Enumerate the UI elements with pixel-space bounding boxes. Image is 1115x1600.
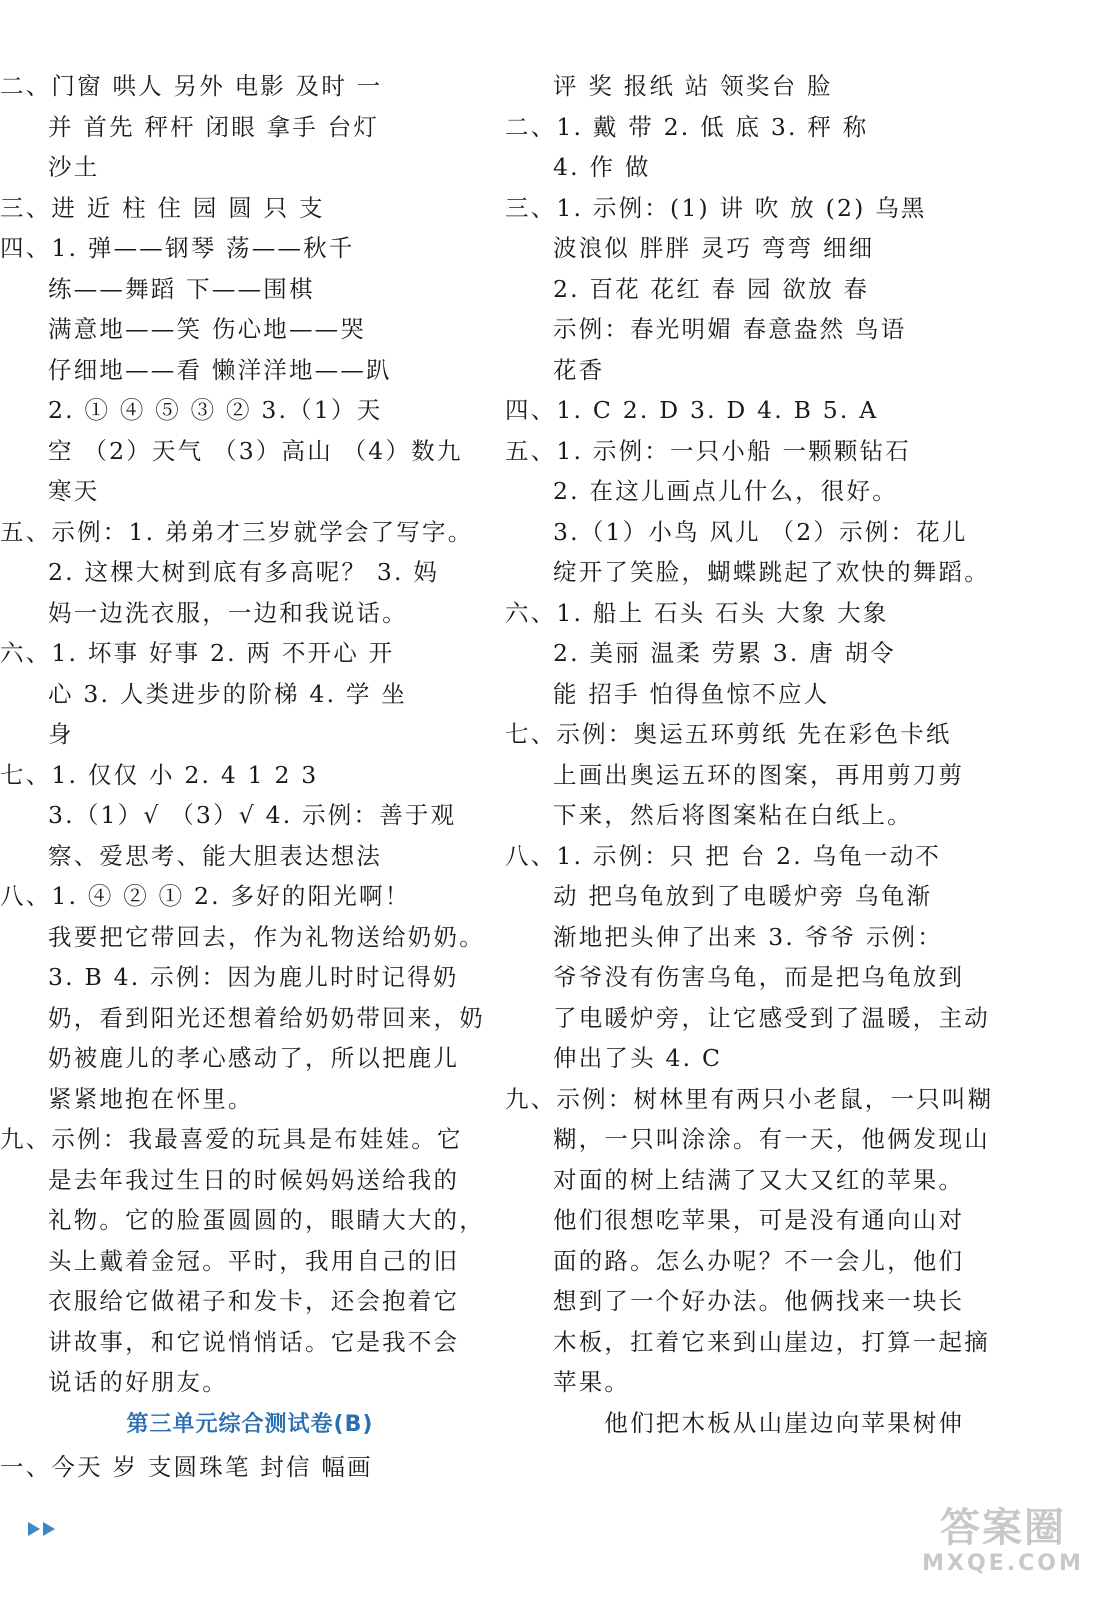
answer-line: 2. 这棵大树到底有多高呢？ 3. 妈	[48, 558, 440, 586]
answer-line: 头上戴着金冠。平时，我用自己的旧	[48, 1246, 460, 1275]
answer-line: 四、1. C 2. D 3. D 4. B 5. A	[505, 396, 879, 424]
answer-line: 八、1. ④ ② ① 2. 多好的阳光啊！	[0, 882, 411, 910]
answer-line: 他们很想吃苹果，可是没有通向山对	[553, 1206, 965, 1234]
answer-line: 并 首先 秤杆 闭眼 拿手 台灯	[48, 112, 380, 141]
answer-line: 三、1. 示例：(1) 讲 吹 放 (2) 乌黑	[505, 193, 927, 222]
answer-line: 评 奖 报纸 站 领奖台 脸	[553, 72, 833, 100]
section-heading: 第三单元综合测试卷(B)	[126, 1411, 374, 1437]
answer-line: 3.（1）√ （3）√ 4. 示例：善于观	[48, 801, 457, 829]
answer-line: 3.（1）小鸟 风儿 （2）示例：花儿	[553, 517, 968, 546]
answer-line: 动 把乌龟放到了电暖炉旁 乌龟渐	[553, 882, 933, 910]
answer-line: 九、示例：树林里有两只小老鼠，一只叫糊	[505, 1084, 994, 1113]
answer-line: 六、1. 船上 石头 石头 大象 大象	[505, 598, 889, 627]
arrow-icon	[43, 1522, 55, 1536]
right-answer-column	[505, 66, 1005, 1443]
answer-line: 三、进 近 柱 住 园 圆 只 支	[0, 193, 325, 222]
answer-line: 二、门窗 哄人 另外 电影 及时 一	[0, 72, 383, 100]
answer-line: 讲故事，和它说悄悄话。它是我不会	[48, 1327, 460, 1356]
answer-line: 2. 百花 花红 春 园 欲放 春	[553, 274, 870, 303]
answer-line: 2. 在这儿画点儿什么，很好。	[553, 477, 898, 505]
answer-line: 2. ① ④ ⑤ ③ ② 3.（1）天	[48, 396, 383, 424]
answer-line: 能 招手 怕得鱼惊不应人	[553, 679, 830, 708]
answer-line: 他们把木板从山崖边向苹果树伸	[553, 1408, 965, 1437]
answer-line: 面的路。怎么办呢？不一会儿，他们	[553, 1246, 965, 1275]
answer-line: 爷爷没有伤害乌龟，而是把乌龟放到	[553, 963, 965, 991]
answer-line: 六、1. 坏事 好事 2. 两 不开心 开	[0, 639, 395, 667]
answer-line: 了电暖炉旁，让它感受到了温暖，主动	[553, 1003, 990, 1032]
answer-line: 仔细地——看 懒洋洋地——趴	[48, 355, 392, 384]
answer-line: 二、1. 戴 带 2. 低 底 3. 秤 称	[505, 112, 869, 141]
page-arrow-marker	[28, 1522, 55, 1544]
answer-line: 满意地——笑 伤心地——哭	[48, 315, 367, 343]
left-answer-column	[0, 66, 500, 1487]
answer-line: 寒天	[48, 477, 100, 505]
answer-line: 想到了一个好办法。他俩找来一块长	[553, 1287, 965, 1315]
answer-line: 花香	[553, 355, 605, 384]
answer-line: 伸出了头 4. C	[553, 1044, 723, 1072]
answer-line: 练——舞蹈 下——围棋	[48, 274, 315, 303]
answer-line: 绽开了笑脸，蝴蝶跳起了欢快的舞蹈。	[553, 558, 990, 586]
answer-line: 沙土	[48, 153, 100, 181]
answer-line: 五、1. 示例：一只小船 一颗颗钻石	[505, 436, 911, 465]
answer-line: 奶被鹿儿的孝心感动了，所以把鹿儿	[48, 1044, 460, 1072]
arrow-icon	[28, 1522, 40, 1536]
answer-line: 空 （2）天气 （3）高山 （4）数九	[48, 436, 463, 465]
answer-line: 下来，然后将图案粘在白纸上。	[553, 801, 913, 829]
answer-line: 衣服给它做裙子和发卡，还会抱着它	[48, 1287, 460, 1315]
answer-line: 苹果。	[553, 1368, 631, 1396]
answer-line: 一、今天 岁 支圆珠笔 封信 幅画	[0, 1452, 373, 1481]
answer-line: 上画出奥运五环的图案，再用剪刀剪	[553, 760, 965, 789]
answer-line: 波浪似 胖胖 灵巧 弯弯 细细	[553, 234, 875, 262]
answer-line: 对面的树上结满了又大又红的苹果。	[553, 1165, 965, 1194]
answer-line: 七、示例：奥运五环剪纸 先在彩色卡纸	[505, 720, 952, 748]
answer-line: 木板，扛着它来到山崖边，打算一起摘	[553, 1327, 990, 1356]
answer-line: 是去年我过生日的时候妈妈送给我的	[48, 1165, 460, 1194]
watermark-site: MXQE.COM	[922, 1551, 1084, 1576]
answer-line: 心 3. 人类进步的阶梯 4. 学 坐	[48, 679, 407, 708]
answer-line: 4. 作 做	[553, 153, 651, 181]
answer-line: 渐地把头伸了出来 3. 爷爷 示例：	[553, 922, 943, 951]
answer-line: 奶，看到阳光还想着给奶奶带回来，奶	[48, 1003, 485, 1032]
answer-line: 身	[48, 720, 74, 748]
answer-line: 八、1. 示例：只 把 台 2. 乌龟一动不	[505, 841, 942, 870]
answer-line: 紧紧地抱在怀里。	[48, 1084, 254, 1113]
watermark	[913, 1505, 1093, 1585]
answer-line: 2. 美丽 温柔 劳累 3. 唐 胡令	[553, 639, 896, 667]
answer-line: 五、示例：1. 弟弟才三岁就学会了写字。	[0, 517, 474, 546]
answer-line: 礼物。它的脸蛋圆圆的，眼睛大大的，	[48, 1206, 485, 1234]
watermark-logo: 答案圈	[940, 1505, 1066, 1551]
answer-line: 说话的好朋友。	[48, 1368, 228, 1396]
answer-line: 四、1. 弹——钢琴 荡——秋千	[0, 234, 355, 262]
answer-line: 我要把它带回去，作为礼物送给奶奶。	[48, 922, 485, 951]
answer-line: 察、爱思考、能大胆表达想法	[48, 841, 383, 870]
answer-line: 糊，一只叫涂涂。有一天，他俩发现山	[553, 1125, 990, 1153]
answer-line: 妈一边洗衣服，一边和我说话。	[48, 598, 408, 627]
answer-line: 九、示例：我最喜爱的玩具是布娃娃。它	[0, 1125, 463, 1153]
answer-line: 示例：春光明媚 春意盎然 鸟语	[553, 315, 907, 343]
answer-line: 七、1. 仅仅 小 2. 4 1 2 3	[0, 760, 319, 789]
answer-line: 3. B 4. 示例：因为鹿儿时时记得奶	[48, 963, 459, 991]
